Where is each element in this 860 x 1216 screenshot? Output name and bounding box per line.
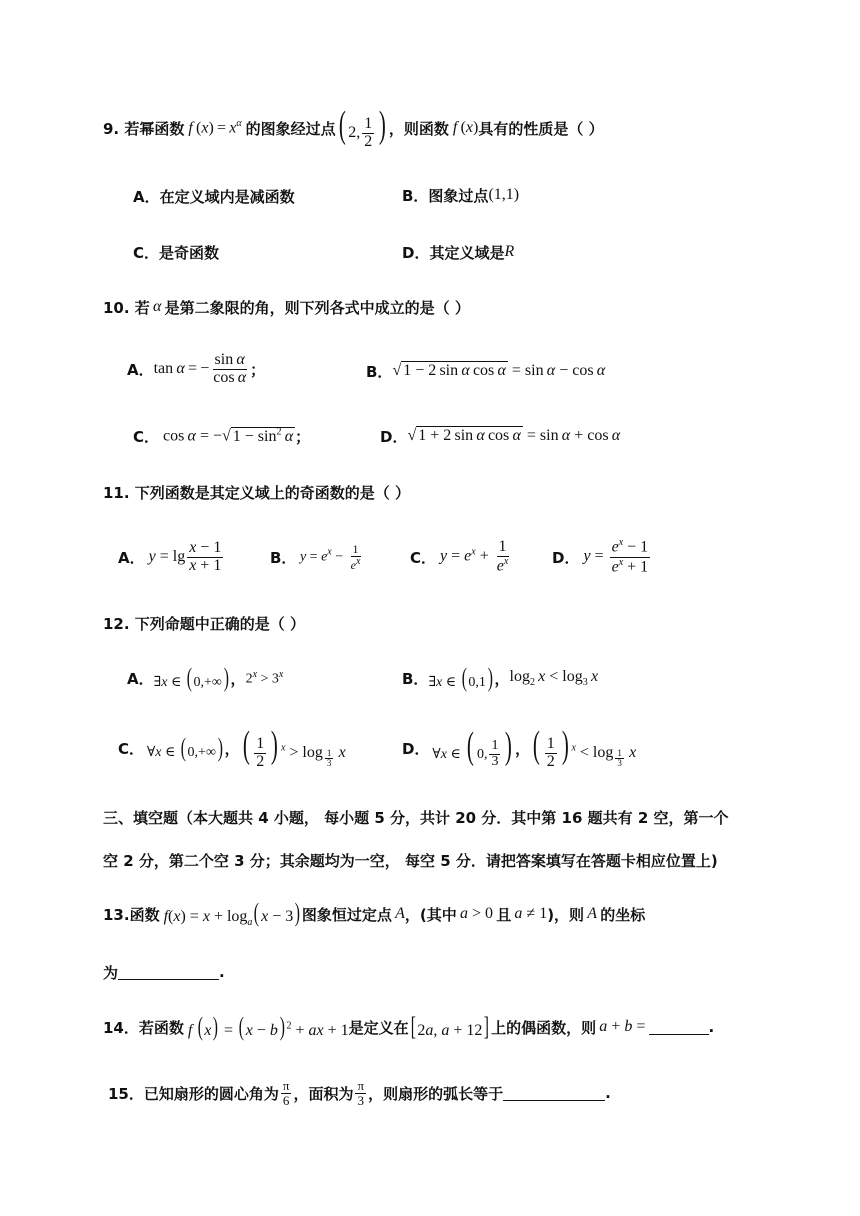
q10-option-d [380,423,620,449]
q12-option-c-math2: ( $\frac{1}{2}$ ) $^x$ > log $_{\frac{1}{3}}$ x [242,723,346,770]
q15-mid: ，面积为 [293,1084,354,1103]
q12-option-a-label: A． [127,669,154,688]
q12-option-c [118,722,346,774]
q10-stem [103,296,470,318]
q13-point-a2: A [587,905,598,922]
q9-option-d-math: R [504,243,515,260]
q14-lead: 14．若函数 [103,1018,184,1037]
q15-area: $\frac{\pi}{3}$ [357,1077,365,1108]
q9-power-function: f $(x) = x^\alpha$ [188,118,242,137]
q12-option-a-comma: ， [230,669,246,688]
q13-answer-line [103,961,225,983]
q12-option-b [402,663,599,692]
q9-option-a-text: A．在定义域内是减函数 [133,187,295,206]
q14-answer-blank[interactable] [649,1020,709,1035]
q10-lead: 10. 若 [103,298,150,317]
q13-period: . [219,963,225,981]
q13-stem [103,897,646,929]
q13-mid4: )，则 [547,905,585,924]
q15-angle: $\frac{\pi}{6}$ [282,1077,290,1108]
q11-option-d [552,535,652,579]
q12-option-d-math2: ( $\frac{1}{2}$ ) $^x$ < log $_{\frac{1}{3}}$ x [532,723,637,770]
q9-lead: 9. 若幂函数 [103,119,185,138]
q11-option-a [118,535,225,579]
q13-tail: 的坐标 [600,905,646,924]
q9-option-a [133,185,295,207]
q12-option-c-math1: ∀x ∈ ( 0,+∞) [144,733,223,762]
q12-option-b-math1: ∃x ∈ ( 0,1) [428,663,493,692]
q9-option-b-text: B．图象过点 [402,186,489,205]
q14-function: f ( x) = ( x − b) $^2$ + ax + 1 [187,1012,349,1041]
q10-option-c-sep: ； [295,427,311,446]
q13-cond1: a > 0 [459,905,497,922]
q12-option-d [402,722,636,774]
q11-option-b [270,535,364,579]
q10-option-b-label: B． [366,362,393,381]
q9-option-b-math: (1,1) [488,186,520,203]
q9-option-c-text: C．是奇函数 [133,243,220,262]
q11-option-d-label: D． [552,548,580,567]
q9-option-b [402,184,519,206]
q9-fx: f (x) [452,119,479,136]
q11-option-a-label: A． [118,548,145,567]
q9-tail: 具有的性质是（ ） [478,119,604,138]
q12-option-c-label: C． [118,739,145,758]
q13-point-a: A [395,905,405,922]
section3-line2 [103,849,718,871]
q15-stem [108,1073,611,1113]
q14-mid1: 是定义在 [348,1018,409,1037]
q9-mid1: 的图象经过点 [245,119,336,138]
q9-option-c [133,241,219,263]
section3-line1-text: 三、填空题（本大题共 4 小题， 每小题 5 分，共计 20 分．其中第 16 题共有 2 空，第一个 [103,808,729,827]
q10-option-b [366,359,605,383]
q14-period: . [708,1018,715,1036]
q9-mid2: ，则函数 [388,119,449,138]
q11-option-c [410,535,512,579]
q9-point: ( 2, $\frac{1}{2}$ ) [338,103,387,150]
q9-option-d [402,241,514,263]
q10-tail: 是第二象限的角，则下列各式中成立的是（ ） [164,298,470,317]
q10-option-a-math: tan α = − $\frac{\text{sin α}}{\text{cos α}}$ [153,350,247,386]
q12-option-b-label: B． [402,669,429,688]
q11-stem-text: 11. 下列函数是其定义域上的奇函数的是（ ） [103,483,411,502]
q11-option-a-math: y = lg $\frac{x - 1}{x + 1}$ [148,538,222,574]
q10-option-d-math: √ 1 + 2 sin α cos α = sin α + cos α [407,427,621,444]
q15-tail: ，则扇形的弧长等于 [368,1084,504,1103]
q11-option-d-math: y = $\frac{e^x - 1}{e^x + 1}$ [583,537,649,575]
q13-mid1: 图象恒过定点 [301,905,392,924]
section3-line1 [103,806,729,828]
q12-option-b-math2: $\log_2 x < \log_3 x$ [509,667,599,689]
q14-stem [103,1013,714,1041]
section3-line2-text: 空 2 分，第二个空 3 分；其余题均为一空， 每空 5 分．请把答案填写在答题卡相应位置上) [103,851,718,870]
q14-interval: [ 2a, a + 12] [410,1012,490,1041]
q9-option-d-text: D．其定义域是 [402,243,505,262]
q13-line2-text: 为 [103,963,119,982]
q13-answer-blank[interactable] [118,965,219,980]
q11-option-b-label: B． [270,548,297,567]
q13-mid2: ，(其中 [404,905,457,924]
q13-function: $f(x) = x + \log_a$( x − 3) [163,897,301,929]
q12-option-a-math2: $2^x > 3^x$ [245,668,284,687]
q12-option-a-math1: ∃x ∈ ( 0,+∞) [153,663,229,692]
q15-lead: 15．已知扇形的圆心角为 [108,1084,279,1103]
q12-option-c-comma: ， [224,739,240,758]
q12-option-b-comma: ， [494,669,510,688]
q10-option-c [133,423,310,449]
q10-option-a-sep: ； [250,360,266,379]
q11-stem [103,481,410,503]
q14-sum: a + b = [599,1018,649,1035]
q10-option-a [127,347,265,391]
q13-lead: 13.函数 [103,905,160,924]
q10-option-c-math: cos α = −√ $1 - \sin^2 \alpha$ [159,426,294,445]
q13-mid3: 且 [496,905,512,924]
q10-option-d-label: D． [380,427,408,446]
q12-stem-text: 12. 下列命题中正确的是（ ） [103,614,306,633]
q11-option-b-math: $y = e^x$ − $\frac{1}{e^x}$ [299,541,361,572]
q12-option-d-comma: ， [515,739,531,758]
q12-stem [103,612,305,634]
q15-answer-blank[interactable] [503,1086,605,1101]
q10-option-a-label: A． [127,360,154,379]
q13-cond2: a ≠ 1 [514,905,548,922]
q10-option-c-label: C． [133,427,160,446]
q14-mid2: 上的偶函数，则 [491,1018,597,1037]
q15-period: . [605,1084,611,1102]
q10-option-b-math: √ 1 − 2 sin α cos α = sin α − cos α [392,362,606,379]
q10-alpha: α [153,298,162,315]
q11-option-c-label: C． [410,548,437,567]
q9-stem [103,103,604,150]
q12-option-a [127,663,284,692]
q12-option-d-math1: ∀x ∈ ( 0, $\frac{1}{3}$ ) [429,724,513,769]
q12-option-d-label: D． [402,739,430,758]
q11-option-c-math: $y = e^x$ + $\frac{1}{e^x}$ [440,538,509,575]
